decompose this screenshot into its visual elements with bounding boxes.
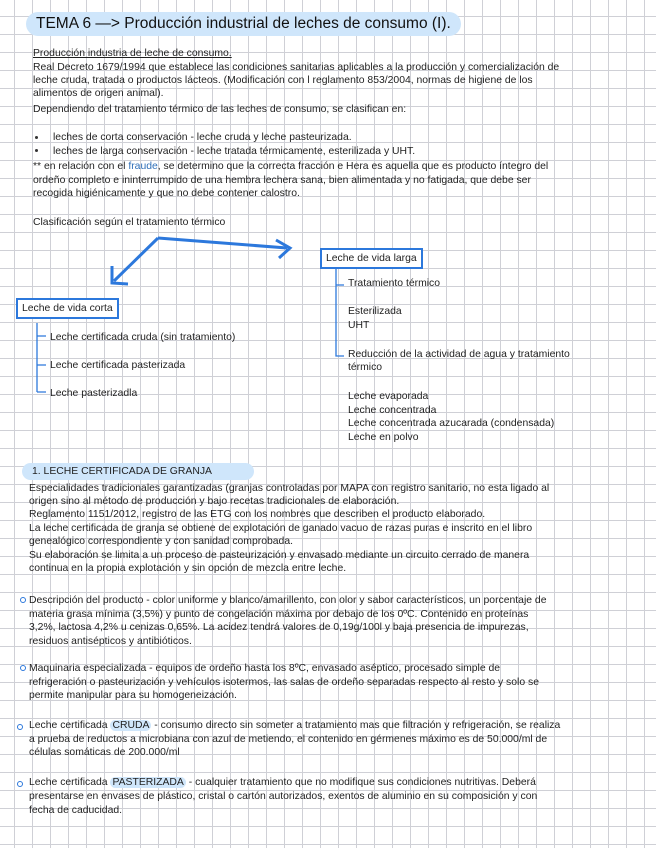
diagram-caption: Clasificación según el tratamiento térmico bbox=[33, 217, 226, 228]
cruda-line: a prueba de reductos a microbiana con azul de metiendo, el contenido en gérmenes máximo es de 50.000/ml de bbox=[29, 734, 548, 745]
past-line: fecha de caducidad. bbox=[29, 805, 123, 816]
short-item: Leche certificada cruda (sin tratamiento) bbox=[50, 332, 236, 343]
desc-line: 3,2%, lactosa 4,2% u cenizas 0,65%. La acidez tendrá valores de 0,19g/100l y baja presencia de impurezas, bbox=[29, 622, 529, 633]
section-line: La leche certificada de granja se obtiene de explotación de ganado vacuo de razas puras e inscrito en el libro bbox=[29, 523, 533, 534]
long-item: Leche concentrada bbox=[348, 405, 437, 416]
intro-line: Dependiendo del tratamiento térmico de las leches de consumo, se clasifican en: bbox=[33, 104, 407, 115]
arrow-line-right bbox=[158, 238, 287, 248]
page-title: TEMA 6 —> Producción industrial de leches de consumo (I). bbox=[26, 12, 461, 36]
section-line: Reglamento 1151/2012, registro de las ETG con los nombres que describen el producto elaborado. bbox=[29, 509, 486, 520]
past-line: presentarse en envases de plástico, cristal o cartón autorizados, exentos de aluminio en su composición y con bbox=[29, 791, 538, 802]
intro-line: leche cruda, tratada o productos lácteos. (Modificación con l reglamento 853/2004, normas de higiene de los bbox=[33, 75, 533, 86]
circle-bullet-icon bbox=[20, 665, 26, 671]
cruda-line bbox=[29, 719, 560, 732]
desc-line: materia grasa mínima (3,5%) y punto de congelación máxima por debajo de los 0ºC. Contenido en proteínas bbox=[29, 609, 529, 620]
long-item: Leche evaporada bbox=[348, 391, 429, 402]
cruda-line: células somáticas de 200.000/ml bbox=[29, 747, 180, 758]
intro-line: alimentos de origen animal). bbox=[33, 88, 164, 99]
long-tree-lines bbox=[336, 268, 344, 356]
short-tree-lines bbox=[37, 323, 46, 392]
section-line: continua en la propia explotación y sin opción de mezcla entre leche. bbox=[29, 563, 347, 574]
section-line: origen sino al método de producción y bajo recetas tradicionales de elaboración. bbox=[29, 496, 400, 507]
past-text: - cualquier tratamiento que no modifique sus condiciones nutritivas. Deberá bbox=[185, 777, 536, 788]
long-item: Leche en polvo bbox=[348, 432, 419, 443]
intro-bullet: leches de corta conservación - leche cruda y leche pasteurizada. bbox=[53, 132, 352, 143]
past-highlight: PASTERIZADA bbox=[112, 777, 184, 788]
long-item: Reducción de la actividad de agua y tratamiento bbox=[348, 349, 570, 360]
note-link-fraude: fraude bbox=[128, 161, 158, 172]
long-item: Esterilizada bbox=[348, 306, 402, 317]
maq-line: Maquinaria especializada - equipos de ordeño hasta los 8ºC, envasado aséptico, procesado simple de bbox=[29, 663, 501, 674]
past-text: Leche certificada bbox=[29, 777, 111, 788]
cruda-highlight: CRUDA bbox=[112, 720, 150, 731]
short-item: Leche certificada pasterizada bbox=[50, 360, 186, 371]
maq-line: refrigeración o pasteurización y vehículos isotermos, las salas de ordeño separadas respecto al resto y solo se bbox=[29, 677, 539, 688]
circle-bullet-icon bbox=[17, 724, 23, 730]
section-line: genealógico correspondiente y con sanidad comprobada. bbox=[29, 536, 293, 547]
note-text: ** en relación con el bbox=[33, 161, 129, 172]
section-line: Su elaboración se limita a un proceso de pasteurización y envasado mediante un circuito cerrado de manera bbox=[29, 550, 530, 561]
section-heading bbox=[22, 463, 254, 480]
long-item: Tratamiento térmico bbox=[348, 278, 441, 289]
maq-line: permite manipular para su homogeneización. bbox=[29, 690, 237, 701]
section-heading-text: 1. LECHE CERTIFICADA DE GRANJA bbox=[32, 466, 212, 477]
intro-bullet: leches de larga conservación - leche tratada térmicamente, esterilizada y UHT. bbox=[53, 146, 416, 157]
section-line: Especialidades tradicionales garantizadas (granjas controladas por MAPA con registro sanitario, no esta ligado al bbox=[29, 483, 550, 494]
box-vida-corta: Leche de vida corta bbox=[16, 298, 119, 319]
intro-heading: Producción industria de leche de consumo. bbox=[33, 48, 232, 59]
arrow-line-left bbox=[114, 238, 158, 281]
circle-bullet-icon bbox=[20, 597, 26, 603]
cruda-text: Leche certificada bbox=[29, 720, 111, 731]
desc-line: residuos antisépticos y antibióticos. bbox=[29, 636, 192, 647]
long-item: UHT bbox=[348, 320, 370, 331]
desc-line: Descripción del producto - color uniforme y blanco/amarillento, con olor y sabor característicos, un porcentaje de bbox=[29, 595, 547, 606]
note-text: , se determino que la correcta fracción e Hera es aquella que es producto íntegro del bbox=[157, 161, 549, 172]
cruda-text: - consumo directo sin someter a tratamiento mas que filtración y refrigeración, se realiza bbox=[151, 720, 561, 731]
intro-note-line: ordeño completo e ininterrumpido de una hembra lechera sana, bien alimentada y no fatigada, que debe ser bbox=[33, 175, 531, 186]
long-item: térmico bbox=[348, 362, 383, 373]
intro-line: Real Decreto 1679/1994 que establece las condiciones sanitarias aplicables a la producción y comercialización de bbox=[33, 62, 560, 73]
box-vida-larga: Leche de vida larga bbox=[320, 248, 423, 269]
intro-note-line: recogida higiénicamente y que no debe contener calostro. bbox=[33, 188, 300, 199]
short-item: Leche pasterizadla bbox=[50, 388, 138, 399]
circle-bullet-icon bbox=[17, 781, 23, 787]
past-line bbox=[29, 776, 536, 789]
long-item: Leche concentrada azucarada (condensada) bbox=[348, 418, 555, 429]
